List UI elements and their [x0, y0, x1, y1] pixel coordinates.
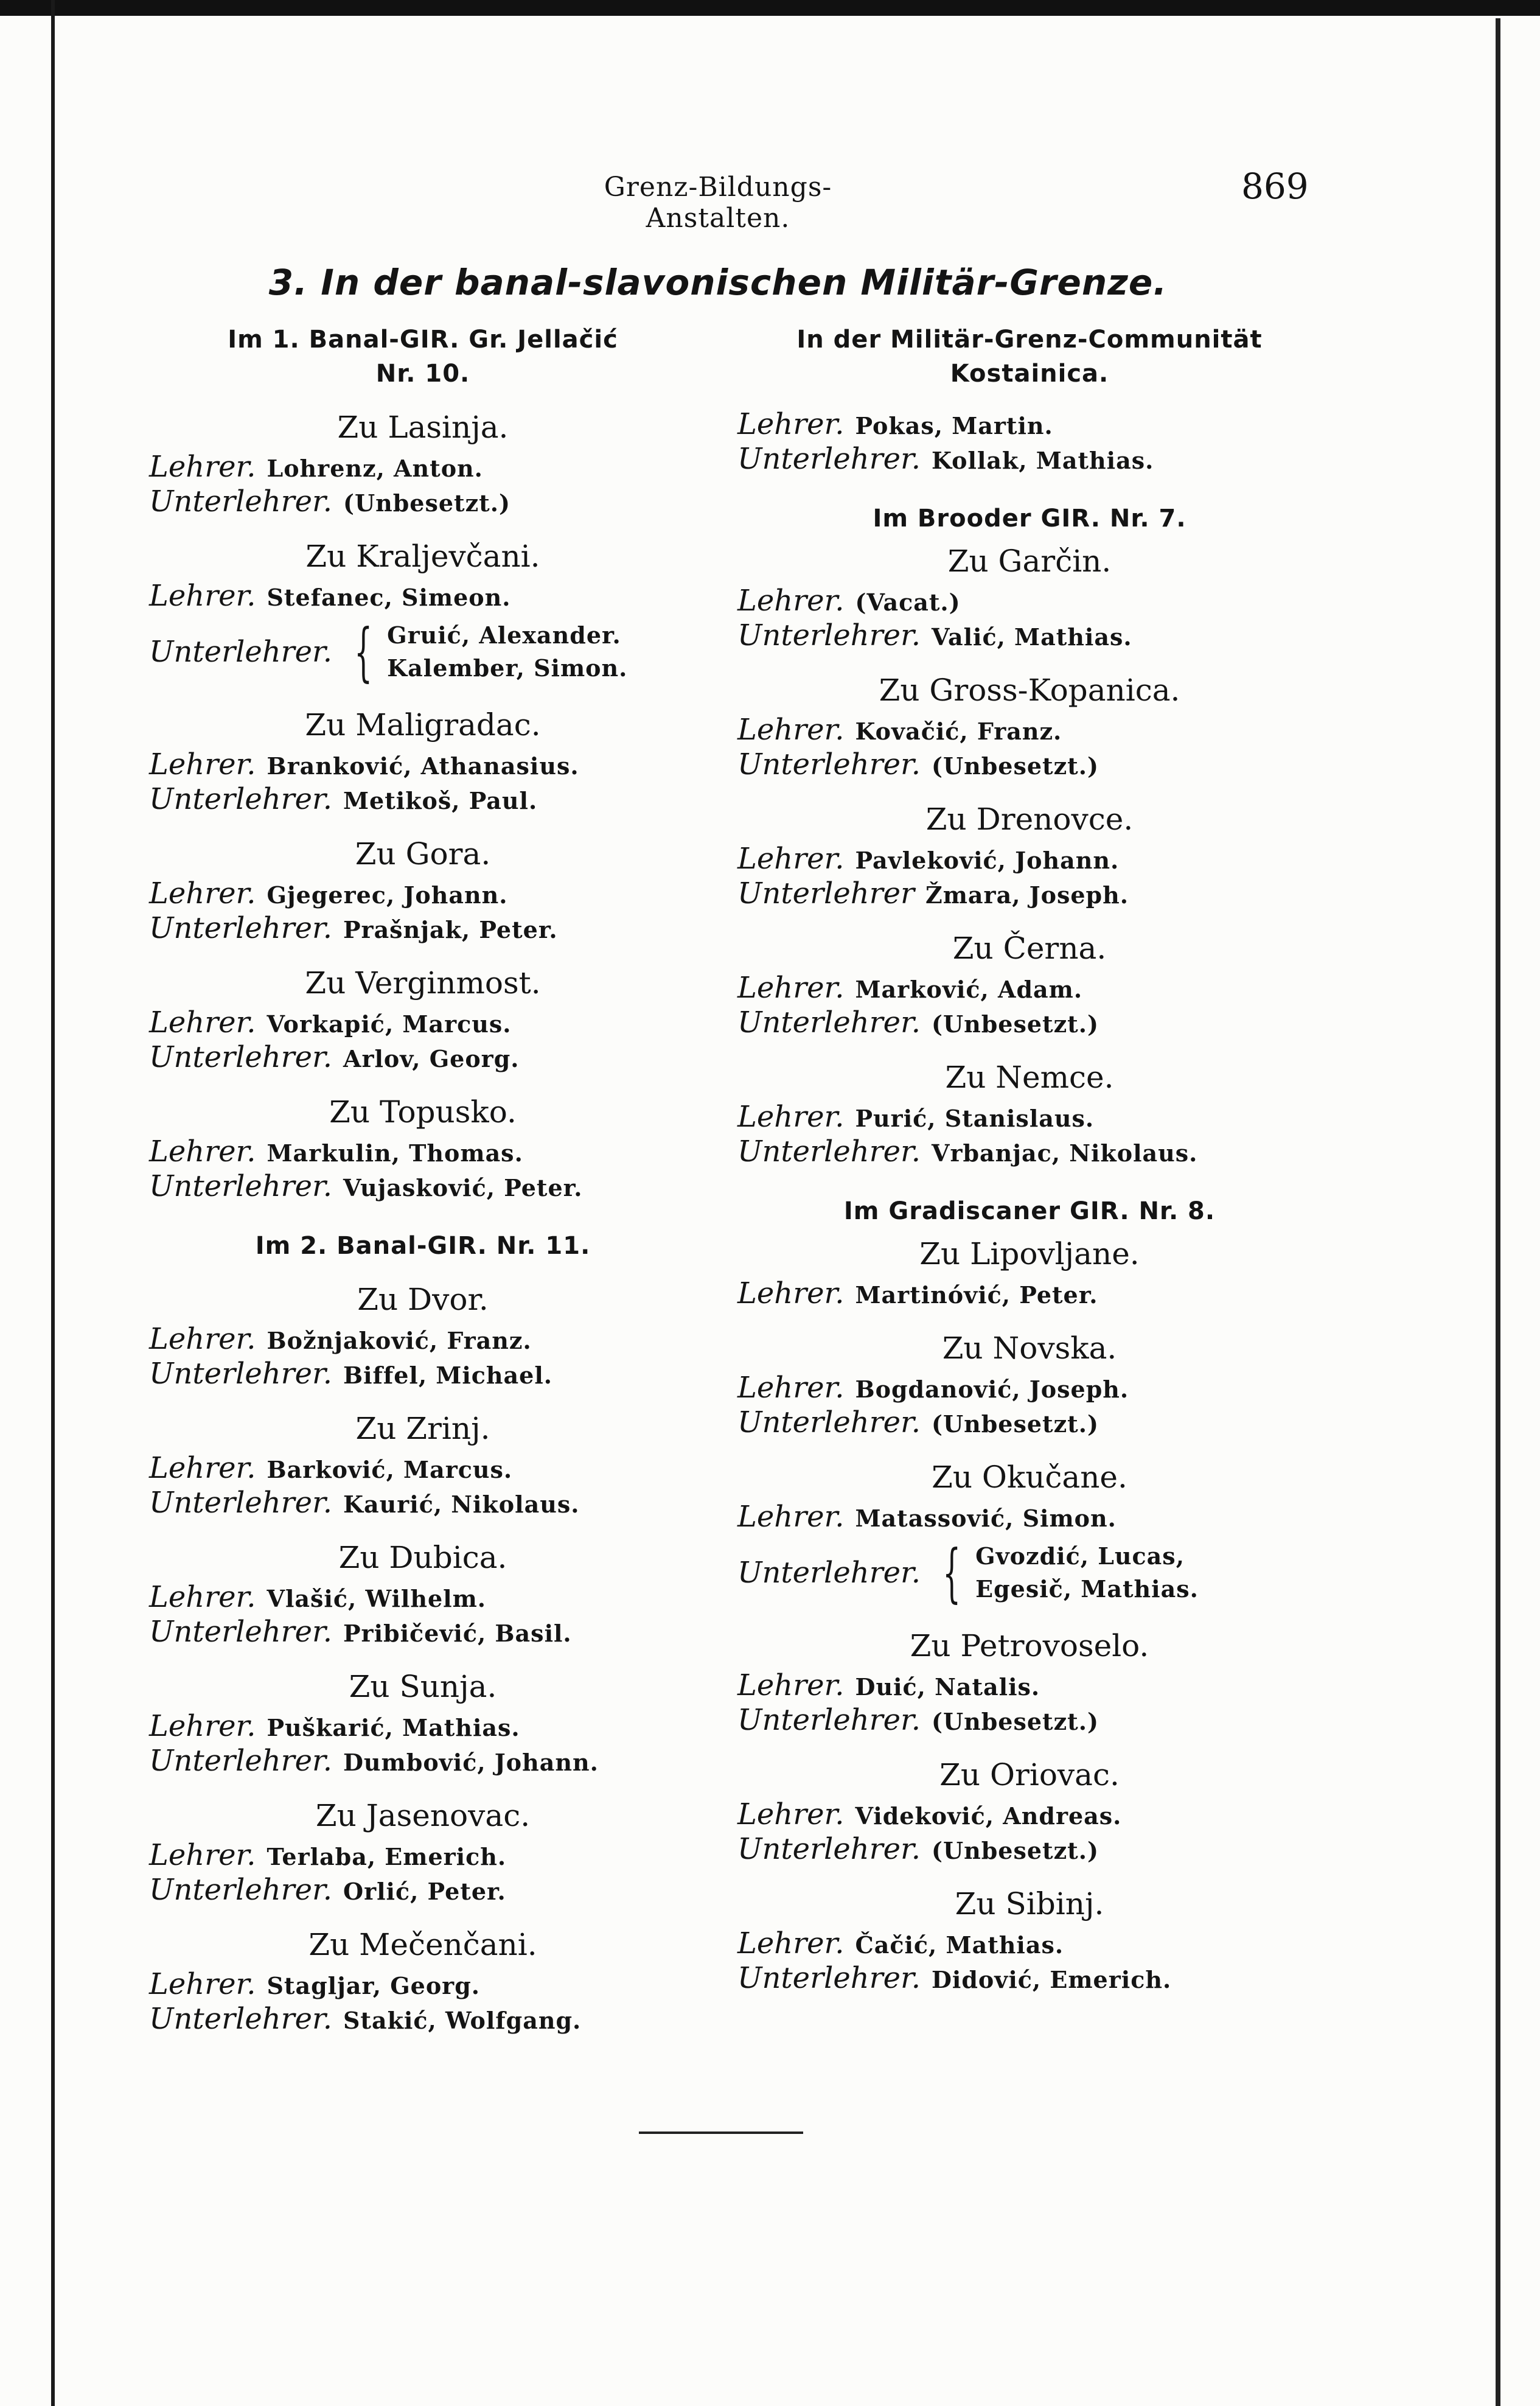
place-heading: Zu Mečenčani.	[308, 1927, 537, 1962]
role-label: Lehrer.	[149, 1709, 256, 1743]
teacher-entry	[149, 1006, 697, 1041]
teacher-entry	[149, 450, 697, 485]
role-label: Unterlehrer.	[149, 911, 332, 945]
assistant-entry-group	[737, 1536, 1322, 1609]
person-name: (Unbesetzt.)	[931, 1410, 1099, 1438]
district-heading-line: Kostainica.	[950, 360, 1109, 388]
role-label: Lehrer.	[149, 579, 256, 613]
role-label: Lehrer.	[737, 1797, 845, 1831]
role-label: Lehrer.	[737, 1500, 845, 1534]
role-label: Lehrer.	[737, 1371, 845, 1405]
role-label: Lehrer.	[737, 1668, 845, 1702]
place-heading: Zu Gora.	[355, 836, 491, 872]
person-name: Kalember, Simon.	[387, 654, 628, 682]
teacher-entry	[149, 1135, 697, 1170]
assistant-entry	[149, 912, 697, 946]
role-label: Lehrer.	[149, 1322, 256, 1356]
person-name: Vujasković, Peter.	[343, 1174, 583, 1201]
place-heading: Zu Lasinja.	[337, 410, 509, 445]
brace-icon: {	[942, 1536, 961, 1610]
person-name: (Unbesetzt.)	[931, 752, 1099, 780]
teacher-entry	[737, 1277, 1322, 1312]
teacher-entry	[149, 1581, 697, 1615]
district-heading	[737, 323, 1322, 391]
person-name: Branković, Athanasius.	[267, 752, 579, 780]
person-name: Stagljar, Georg.	[267, 1972, 480, 1999]
person-name: (Vacat.)	[855, 589, 961, 616]
regiment-heading-line: Nr. 10.	[375, 360, 470, 388]
person-name: Čačić, Mathias.	[855, 1931, 1064, 1959]
person-name: Kollak, Mathias.	[931, 447, 1154, 474]
role-label: Lehrer.	[737, 584, 845, 618]
teacher-entry	[149, 579, 697, 614]
person-name: Kaurić, Nikolaus.	[343, 1491, 580, 1518]
role-label: Lehrer.	[737, 407, 845, 441]
role-label: Unterlehrer.	[737, 442, 921, 476]
person-name: Terlaba, Emerich.	[267, 1843, 507, 1870]
role-label: Unterlehrer.	[149, 1357, 332, 1391]
teacher-entry	[737, 971, 1322, 1006]
regiment-heading: Im Brooder GIR. Nr. 7.	[873, 505, 1186, 533]
role-label: Lehrer.	[737, 1100, 845, 1134]
person-name: Lohrenz, Anton.	[267, 455, 483, 482]
place-heading: Zu Petrovoselo.	[910, 1628, 1149, 1663]
teacher-entry	[737, 1798, 1322, 1833]
role-label: Lehrer.	[149, 1967, 256, 2001]
person-name: Gjegerec, Johann.	[267, 881, 508, 909]
role-label: Unterlehrer.	[737, 747, 921, 782]
place-heading: Zu Topusko.	[329, 1094, 517, 1130]
role-label: Lehrer.	[737, 1276, 845, 1310]
person-name: Prašnjak, Peter.	[343, 916, 558, 943]
role-label: Lehrer.	[149, 1838, 256, 1872]
regiment-heading: Im 2. Banal-GIR. Nr. 11.	[255, 1232, 591, 1260]
assistant-entry	[737, 1006, 1322, 1041]
teacher-entry	[149, 877, 697, 912]
role-label: Lehrer.	[149, 1580, 256, 1614]
role-label: Unterlehrer.	[737, 1405, 921, 1439]
role-label: Lehrer.	[737, 713, 845, 747]
person-name: Dumbović, Johann.	[343, 1749, 599, 1776]
regiment-heading: Im Gradiscaner GIR. Nr. 8.	[843, 1197, 1216, 1225]
assistant-entry-group	[149, 615, 697, 688]
role-label: Unterlehrer	[737, 876, 915, 911]
person-name: Valić, Mathias.	[931, 623, 1132, 651]
person-name: Gvozdić, Lucas,	[975, 1542, 1185, 1570]
person-name: (Unbesetzt.)	[931, 1837, 1099, 1864]
assistant-entry	[737, 748, 1322, 783]
person-name: Biffel, Michael.	[343, 1362, 553, 1389]
assistant-entry	[149, 1744, 697, 1779]
assistant-entry	[737, 1704, 1322, 1738]
page-number: 869	[1241, 166, 1309, 207]
role-label: Unterlehrer.	[737, 618, 921, 652]
person-name: Puškarić, Mathias.	[267, 1714, 520, 1741]
role-label: Lehrer.	[149, 747, 256, 782]
place-heading: Zu Sunja.	[349, 1669, 497, 1704]
teacher-entry	[149, 1968, 697, 2002]
teacher-entry	[737, 1500, 1322, 1535]
person-name: Vorkapić, Marcus.	[267, 1010, 512, 1038]
person-name: Markulin, Thomas.	[267, 1139, 523, 1167]
role-label: Lehrer.	[149, 1135, 256, 1169]
assistant-entry	[149, 1170, 697, 1205]
person-name: Pribičević, Basil.	[343, 1620, 572, 1647]
role-label: Unterlehrer.	[149, 1169, 332, 1203]
name-list	[387, 619, 627, 685]
place-heading: Zu Garčin.	[947, 544, 1112, 579]
person-name: Arlov, Georg.	[343, 1045, 520, 1072]
regiment-heading-line: Im 1. Banal-GIR. Gr. Jellačić	[228, 326, 618, 354]
role-label: Unterlehrer.	[149, 1486, 332, 1520]
role-label: Unterlehrer.	[737, 1005, 921, 1040]
person-name: Božnjaković, Franz.	[267, 1327, 532, 1354]
person-name: Vlašić, Wilhelm.	[267, 1585, 487, 1612]
role-label: Lehrer.	[149, 1005, 256, 1040]
person-name: Bogdanović, Joseph.	[855, 1376, 1129, 1403]
name-list	[975, 1540, 1199, 1606]
place-heading: Zu Oriovac.	[939, 1757, 1120, 1792]
assistant-entry	[737, 1833, 1322, 1867]
role-label: Unterlehrer.	[149, 484, 332, 519]
scan-edge-left	[51, 0, 55, 2406]
end-ornament-rule	[639, 2131, 803, 2138]
place-heading: Zu Okučane.	[932, 1460, 1127, 1495]
role-label: Unterlehrer.	[737, 1961, 921, 1995]
person-name: Metikoš, Paul.	[343, 787, 538, 814]
person-name: Pokas, Martin.	[855, 412, 1053, 439]
role-label: Unterlehrer.	[149, 1615, 332, 1649]
role-label: Unterlehrer.	[149, 1873, 332, 1907]
teacher-entry	[737, 584, 1322, 619]
person-name: Martinóvić, Peter.	[855, 1281, 1098, 1309]
role-label: Unterlehrer.	[737, 1703, 921, 1737]
role-label: Lehrer.	[149, 876, 256, 911]
place-heading: Zu Dvor.	[357, 1282, 489, 1317]
assistant-entry	[149, 1041, 697, 1075]
place-heading: Zu Sibinj.	[955, 1886, 1104, 1922]
assistant-entry	[149, 1873, 697, 1908]
teacher-entry	[149, 1839, 697, 1873]
role-label: Lehrer.	[737, 971, 845, 1005]
assistant-entry	[737, 1135, 1322, 1170]
role-label: Lehrer.	[149, 1451, 256, 1485]
role-label: Lehrer.	[737, 842, 845, 876]
person-name: Pavleković, Johann.	[855, 847, 1120, 874]
place-heading: Zu Verginmost.	[305, 965, 541, 1001]
teacher-entry	[149, 1452, 697, 1486]
assistant-entry	[737, 619, 1322, 654]
role-label: Unterlehrer.	[149, 2002, 332, 2036]
place-heading: Zu Nemce.	[945, 1060, 1114, 1095]
brace-icon: {	[354, 615, 372, 689]
role-label: Lehrer.	[737, 1926, 845, 1960]
assistant-entry	[149, 1615, 697, 1650]
person-name: Videković, Andreas.	[855, 1802, 1122, 1830]
role-label: Unterlehrer.	[149, 635, 332, 669]
person-name: Barković, Marcus.	[267, 1456, 513, 1483]
teacher-entry	[737, 1927, 1322, 1962]
running-head	[0, 166, 1540, 234]
person-name: Vrbanjac, Nikolaus.	[931, 1139, 1198, 1167]
person-name: (Unbesetzt.)	[931, 1010, 1099, 1038]
assistant-entry	[737, 1962, 1322, 1996]
role-label: Unterlehrer.	[149, 782, 332, 816]
teacher-entry	[737, 842, 1322, 877]
place-heading: Zu Novska.	[942, 1331, 1117, 1366]
role-label: Unterlehrer.	[737, 1135, 921, 1169]
place-heading: Zu Černa.	[952, 931, 1107, 966]
scan-edge-top	[0, 0, 1540, 16]
section-title: 3. In der banal-slavonischen Militär-Grenze.	[268, 262, 1168, 303]
place-heading: Zu Dubica.	[338, 1540, 507, 1575]
regiment-heading	[149, 323, 697, 391]
person-name: Kovačić, Franz.	[855, 718, 1062, 745]
person-name: Egesič, Mathias.	[975, 1575, 1199, 1603]
teacher-entry	[737, 1371, 1322, 1406]
person-name: (Unbesetzt.)	[343, 489, 510, 517]
assistant-entry	[737, 442, 1322, 477]
teacher-entry	[737, 713, 1322, 748]
person-name: Marković, Adam.	[855, 976, 1083, 1003]
assistant-entry	[737, 1406, 1322, 1441]
person-name: Matassović, Simon.	[855, 1505, 1117, 1532]
place-heading: Zu Maligradac.	[305, 707, 541, 743]
role-label: Unterlehrer.	[149, 1744, 332, 1778]
teacher-entry	[149, 1710, 697, 1744]
teacher-entry	[737, 1100, 1322, 1135]
teacher-entry	[737, 408, 1322, 442]
person-name: Stefanec, Simeon.	[267, 584, 511, 611]
role-label: Unterlehrer.	[737, 1556, 921, 1590]
left-column	[149, 323, 697, 2037]
role-label: Lehrer.	[149, 450, 256, 484]
place-heading: Zu Drenovce.	[925, 802, 1134, 837]
place-heading: Zu Gross-Kopanica.	[879, 673, 1180, 708]
role-label: Unterlehrer.	[737, 1832, 921, 1866]
assistant-entry	[149, 2002, 697, 2037]
place-heading: Zu Lipovljane.	[919, 1236, 1140, 1271]
right-column	[737, 323, 1322, 1996]
assistant-entry	[149, 485, 697, 520]
teacher-entry	[737, 1669, 1322, 1704]
assistant-entry	[149, 1486, 697, 1521]
place-heading: Zu Zrinj.	[355, 1411, 490, 1446]
person-name: (Unbesetzt.)	[931, 1708, 1099, 1735]
person-name: Didović, Emerich.	[931, 1966, 1172, 1993]
running-head-title: Grenz-Bildungs-Anstalten.	[604, 172, 832, 234]
scan-edge-right	[1496, 18, 1500, 2406]
district-heading-line: In der Militär-Grenz-Communität	[796, 326, 1263, 354]
person-name: Duić, Natalis.	[855, 1673, 1040, 1701]
place-heading: Zu Jasenovac.	[315, 1798, 531, 1833]
teacher-entry	[149, 748, 697, 783]
teacher-entry	[149, 1323, 697, 1357]
person-name: Orlić, Peter.	[343, 1878, 506, 1905]
person-name: Purić, Stanislaus.	[855, 1105, 1095, 1132]
person-name: Gruić, Alexander.	[387, 621, 621, 649]
place-heading: Zu Kraljevčani.	[305, 539, 540, 574]
assistant-entry	[149, 783, 697, 817]
assistant-entry	[737, 877, 1322, 912]
assistant-entry	[149, 1357, 697, 1392]
person-name: Stakić, Wolfgang.	[343, 2007, 582, 2034]
person-name: Žmara, Joseph.	[925, 881, 1129, 909]
role-label: Unterlehrer.	[149, 1040, 332, 1074]
